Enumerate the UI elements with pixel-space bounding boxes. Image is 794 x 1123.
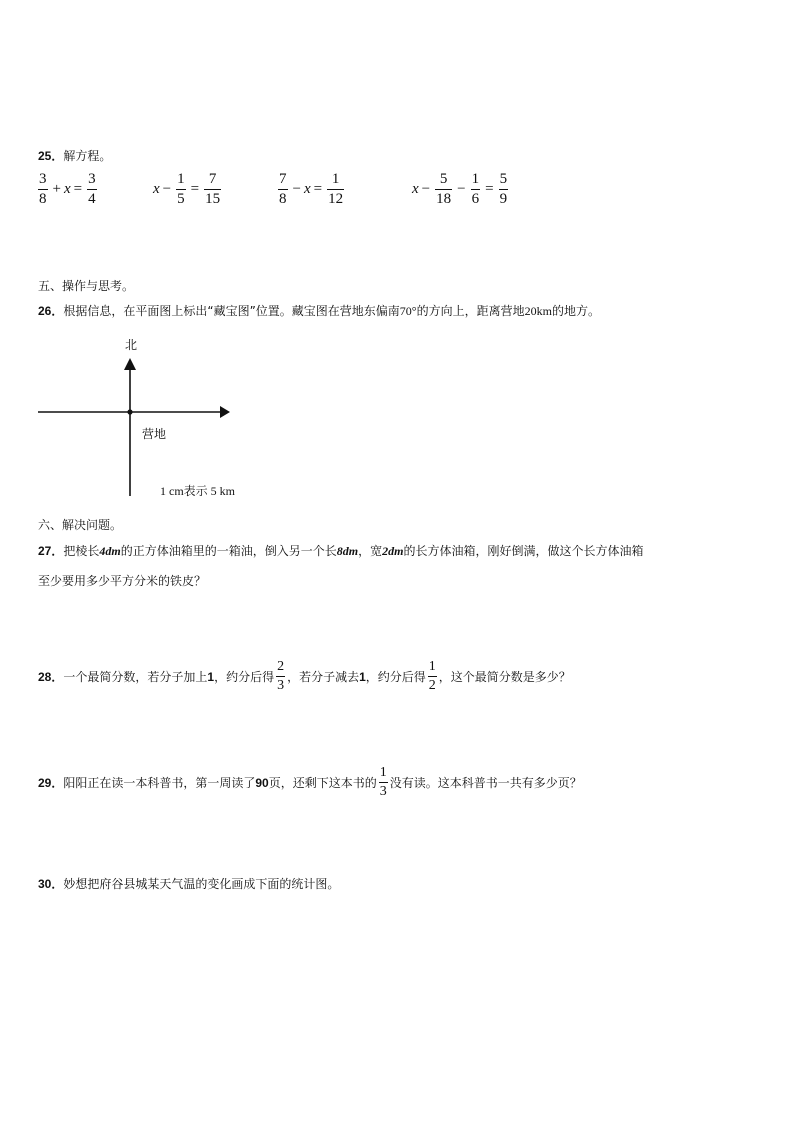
q25-equation-2: x − $\frac{1}{5}$ = $\frac{7}{15}$ [153, 171, 221, 207]
q25-text: 解方程。 [63, 149, 112, 163]
east-arrow-icon [220, 406, 230, 418]
fraction: $\frac{3}{4}$ [88, 171, 96, 207]
q28-prompt: 28． 一个最简分数，若分子加上 1 ，约分后得 $\frac{2}{3}$ ，若分子减去 1 ，约分后得 $\frac{1}{2}$ ，这个最简分数是多少？ [38, 659, 571, 693]
q27-prompt-line1: 27．把棱长4dm的正方体油箱里的一箱油，倒入另一个长8dm，宽2dm的长方体油箱，刚好倒满，做这个长方体油箱 [38, 544, 644, 558]
fraction: $\frac{1}{3}$ [379, 765, 387, 799]
camp-label: 营地 [142, 427, 167, 441]
q25-equation-3: $\frac{7}{8}$ − x = $\frac{1}{12}$ [279, 171, 344, 207]
fraction: $\frac{1}{2}$ [428, 659, 436, 693]
q26-prompt: 26．根据信息，在平面图上标出“藏宝图”位置。藏宝图在营地东偏南70°的方向上，距离营地20km的地方。 [38, 304, 600, 318]
north-arrow-icon [124, 358, 136, 370]
q25-equation-4: x − $\frac{5}{18}$ − $\frac{1}{6}$ = $\frac{5}{9}$ [412, 171, 508, 207]
fraction: $\frac{5}{9}$ [499, 171, 508, 207]
fraction: $\frac{2}{3}$ [277, 659, 285, 693]
fraction: $\frac{1}{5}$ [177, 171, 185, 207]
section-5-title: 五、操作与思考。 [38, 279, 135, 293]
fraction: $\frac{7}{8}$ [279, 171, 287, 207]
q25-number: 25． [38, 149, 64, 163]
q29-prompt: 29． 阳阳正在读一本科普书，第一周读了 90 页，还剩下这本书的 $\frac{1}{3}$ 没有读。这本科普书一共有多少页？ [38, 765, 582, 799]
q25-equation-1: $\frac{3}{8}$ + x = $\frac{3}{4}$ [39, 171, 96, 207]
direction-diagram [30, 332, 270, 502]
q30-prompt: 30．妙想把府谷县城某天气温的变化画成下面的统计图。 [38, 877, 340, 891]
q25-prompt [38, 147, 111, 164]
fraction: $\frac{1}{12}$ [328, 171, 344, 207]
fraction: $\frac{3}{8}$ [39, 171, 47, 207]
fraction: $\frac{5}{18}$ [436, 171, 452, 207]
q27-prompt-line2: 至少要用多少平方分米的铁皮？ [38, 574, 207, 588]
camp-point [127, 409, 132, 414]
fraction: $\frac{7}{15}$ [205, 171, 221, 207]
section-6-title: 六、解决问题。 [38, 518, 123, 532]
scale-label: 1 cm表示 5 km [160, 484, 235, 498]
fraction: $\frac{1}{6}$ [471, 171, 480, 207]
north-label: 北 [125, 338, 138, 352]
